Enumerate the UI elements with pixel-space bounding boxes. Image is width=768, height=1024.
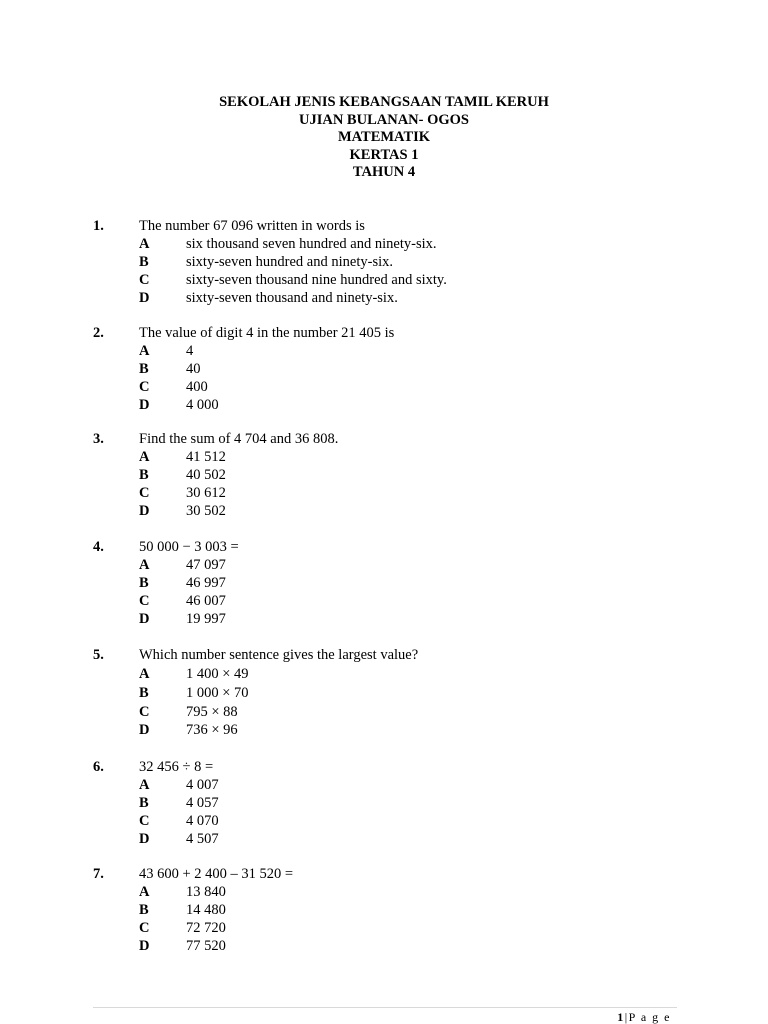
option-text: 4 507 — [186, 831, 219, 847]
question-number: 6. — [93, 759, 104, 775]
option-text: 46 997 — [186, 575, 226, 591]
option-d — [0, 502, 768, 520]
question-number: 4. — [93, 539, 104, 555]
option-letter: B — [139, 575, 149, 591]
option-a — [0, 448, 768, 466]
option-b — [0, 901, 768, 919]
paper-number: KERTAS 1 — [349, 146, 419, 163]
option-a — [0, 342, 768, 360]
option-letter: D — [139, 503, 150, 519]
option-text: sixty-seven thousand nine hundred and sixty. — [186, 272, 447, 288]
option-letter: D — [139, 290, 150, 306]
option-letter: A — [139, 557, 150, 573]
option-letter: B — [139, 902, 149, 918]
option-a — [0, 665, 768, 683]
question-number: 7. — [93, 866, 104, 882]
option-text: 4 000 — [186, 397, 219, 413]
option-c — [0, 703, 768, 721]
option-d — [0, 830, 768, 848]
option-text: sixty-seven hundred and ninety-six. — [186, 254, 393, 270]
footer-divider — [93, 1007, 677, 1008]
option-text: 40 502 — [186, 467, 226, 483]
option-text: 400 — [186, 379, 208, 395]
option-text: 4 057 — [186, 795, 219, 811]
question-text: The number 67 096 written in words is — [139, 218, 365, 234]
option-letter: D — [139, 938, 150, 954]
option-text: 1 400 × 49 — [186, 666, 249, 682]
option-letter: C — [139, 920, 150, 936]
option-letter: D — [139, 611, 150, 627]
option-letter: D — [139, 831, 150, 847]
option-text: 4 070 — [186, 813, 219, 829]
option-b — [0, 684, 768, 702]
option-text: 14 480 — [186, 902, 226, 918]
option-text: 4 007 — [186, 777, 219, 793]
option-letter: B — [139, 685, 149, 701]
question-text: 50 000 − 3 003 = — [139, 539, 239, 555]
exam-title: UJIAN BULANAN- OGOS — [299, 111, 469, 128]
question-number: 5. — [93, 647, 104, 663]
option-letter: A — [139, 343, 150, 359]
option-letter: B — [139, 467, 149, 483]
question-number: 1. — [93, 218, 104, 234]
option-d — [0, 289, 768, 307]
option-letter: C — [139, 272, 150, 288]
option-letter: B — [139, 795, 149, 811]
question-number: 2. — [93, 325, 104, 341]
option-b — [0, 466, 768, 484]
option-letter: C — [139, 485, 150, 501]
question-number: 3. — [93, 431, 104, 447]
option-c — [0, 378, 768, 396]
option-letter: C — [139, 593, 150, 609]
option-d — [0, 937, 768, 955]
option-c — [0, 812, 768, 830]
option-letter: D — [139, 397, 150, 413]
option-text: 47 097 — [186, 557, 226, 573]
page-number: 1 — [617, 1010, 625, 1024]
option-text: 19 997 — [186, 611, 226, 627]
option-text: 41 512 — [186, 449, 226, 465]
page-footer — [617, 1010, 671, 1024]
option-c — [0, 271, 768, 289]
option-text: 1 000 × 70 — [186, 685, 249, 701]
footer-separator: | — [624, 1010, 629, 1024]
option-d — [0, 396, 768, 414]
option-a — [0, 776, 768, 794]
option-letter: D — [139, 722, 150, 738]
option-b — [0, 794, 768, 812]
option-letter: A — [139, 666, 150, 682]
question-text: 32 456 ÷ 8 = — [139, 759, 214, 775]
exam-header — [0, 94, 768, 182]
year-level: TAHUN 4 — [352, 164, 416, 180]
option-letter: C — [139, 704, 150, 720]
option-text: 736 × 96 — [186, 722, 238, 738]
option-c — [0, 484, 768, 502]
question-text: 43 600 + 2 400 – 31 520 = — [139, 866, 294, 882]
option-letter: A — [139, 777, 150, 793]
option-text: six thousand seven hundred and ninety-six. — [186, 236, 437, 252]
option-a — [0, 556, 768, 574]
option-text: 46 007 — [186, 593, 226, 609]
option-c — [0, 592, 768, 610]
option-b — [0, 574, 768, 592]
option-c — [0, 919, 768, 937]
option-text: 30 502 — [186, 503, 226, 519]
option-letter: B — [139, 254, 149, 270]
school-name: SEKOLAH JENIS KEBANGSAAN TAMIL KERUH — [219, 94, 549, 110]
option-b — [0, 360, 768, 378]
option-letter: A — [139, 236, 150, 252]
option-text: 4 — [186, 343, 194, 359]
question-text: Find the sum of 4 704 and 36 808. — [139, 431, 339, 447]
question-text: The value of digit 4 in the number 21 405 is — [139, 325, 395, 341]
option-text: 30 612 — [186, 485, 226, 501]
question-text: Which number sentence gives the largest value? — [139, 647, 419, 663]
option-text: sixty-seven thousand and ninety-six. — [186, 290, 398, 306]
option-letter: A — [139, 884, 150, 900]
option-text: 40 — [186, 361, 201, 377]
option-text: 72 720 — [186, 920, 226, 936]
option-letter: C — [139, 379, 150, 395]
option-letter: C — [139, 813, 150, 829]
subject-name: MATEMATIK — [337, 129, 431, 145]
option-b — [0, 253, 768, 271]
option-a — [0, 883, 768, 901]
option-d — [0, 610, 768, 628]
option-a — [0, 235, 768, 253]
option-d — [0, 721, 768, 739]
option-letter: A — [139, 449, 150, 465]
option-text: 13 840 — [186, 884, 226, 900]
option-letter: B — [139, 361, 149, 377]
page-label: P a g e — [628, 1010, 671, 1024]
option-text: 77 520 — [186, 938, 226, 954]
option-text: 795 × 88 — [186, 704, 238, 720]
